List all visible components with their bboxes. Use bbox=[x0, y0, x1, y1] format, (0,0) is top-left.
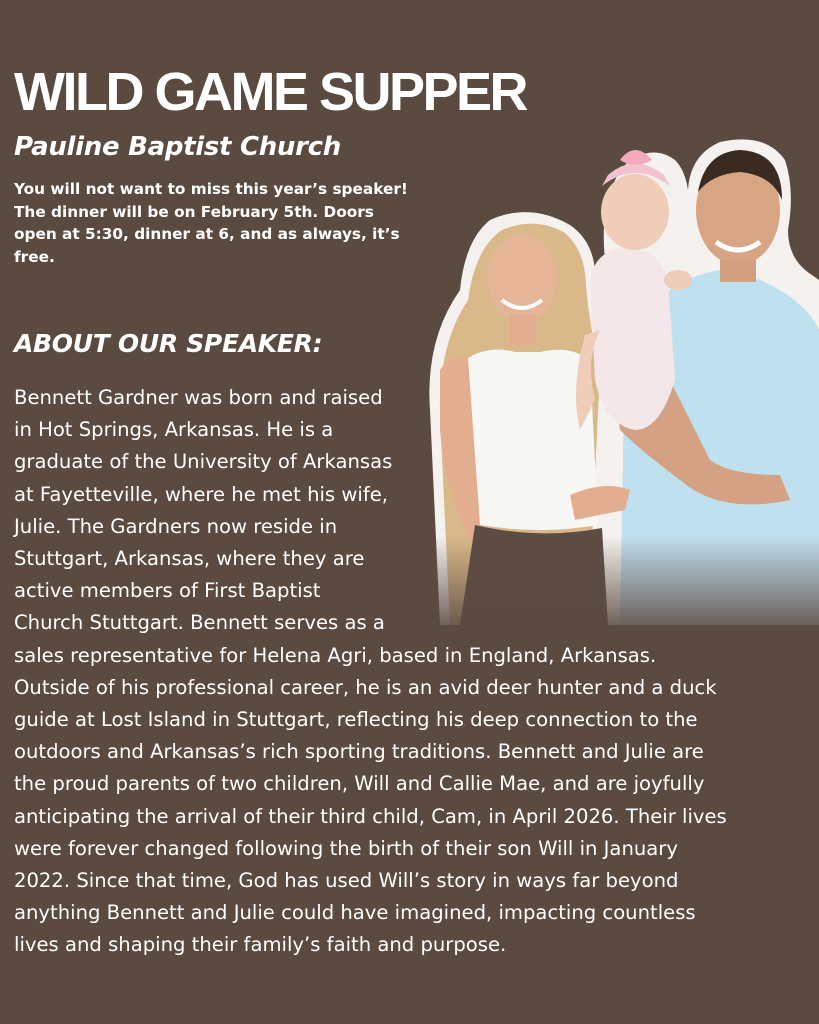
bio-line: lives and shaping their family’s faith and purpose. bbox=[14, 933, 507, 957]
bio-line: outdoors and Arkansas’s rich sporting traditions. Bennett and Julie are bbox=[14, 740, 704, 764]
bio-line: Bennett Gardner was born and raised bbox=[14, 386, 383, 409]
bio-line: 2022. Since that time, God has used Will’s story in ways far beyond bbox=[14, 869, 679, 893]
intro-paragraph bbox=[14, 178, 444, 268]
bio-line: Outside of his professional career, he is an avid deer hunter and a duck bbox=[14, 675, 717, 699]
intro-line: open at 5:30, dinner at 6, and as always, it’s bbox=[14, 225, 400, 243]
bio-line: anticipating the arrival of their third child, Cam, in April 2026. Their lives bbox=[14, 804, 727, 828]
bio-line: sales representative for Helena Agri, based in England, Arkansas. bbox=[14, 643, 657, 667]
intro-line: You will not want to miss this year’s speaker! bbox=[14, 180, 408, 198]
intro-line: The dinner will be on February 5th. Doors bbox=[14, 202, 374, 221]
church-name: Pauline Baptist Church bbox=[14, 132, 341, 162]
bio-line: graduate of the University of Arkansas bbox=[14, 450, 393, 474]
bio-line: anything Bennett and Julie could have imagined, impacting countless bbox=[14, 901, 696, 925]
bio-line: at Fayetteville, where he met his wife, bbox=[14, 482, 389, 506]
bio-line: the proud parents of two children, Will and Callie Mae, and are joyfully bbox=[14, 772, 705, 796]
intro-line: free. bbox=[14, 247, 55, 266]
bio-line: in Hot Springs, Arkansas. He is a bbox=[14, 418, 334, 442]
family-photo bbox=[420, 130, 819, 625]
bio-line: were forever changed following the birth of their son Will in January bbox=[14, 836, 678, 860]
bio-line: Church Stuttgart. Bennett serves as a bbox=[14, 611, 385, 635]
bio-line: guide at Lost Island in Stuttgart, reflecting his deep connection to the bbox=[14, 708, 698, 732]
bio-line: Stuttgart, Arkansas, where they are bbox=[14, 547, 365, 571]
bio-line: Julie. The Gardners now reside in bbox=[14, 514, 338, 538]
page-title: WILD GAME SUPPER bbox=[14, 62, 527, 122]
bio-line: active members of First Baptist bbox=[14, 579, 321, 603]
about-heading: ABOUT OUR SPEAKER: bbox=[14, 329, 323, 358]
family-photo-illustration bbox=[420, 130, 819, 625]
